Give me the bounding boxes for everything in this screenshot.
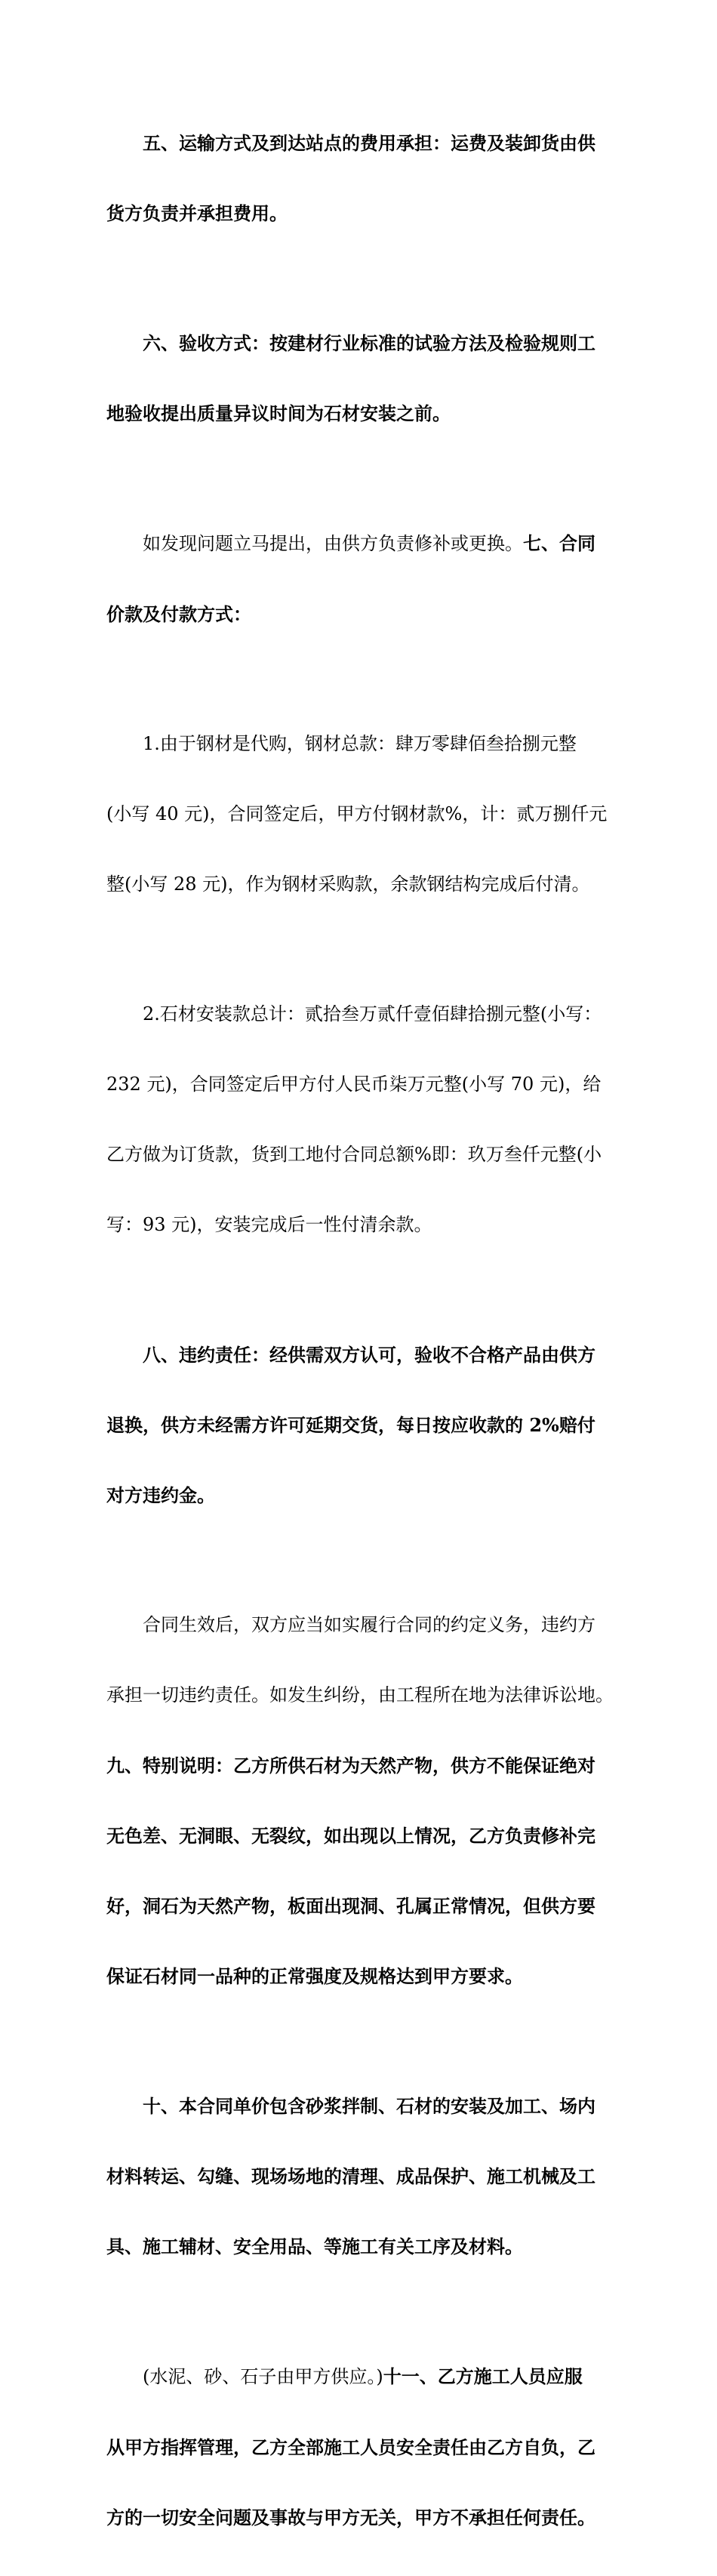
clause-7-2-line-3: 乙方做为订货款，货到工地付合同总额%即：玖万叁仟元整(小 (106, 1144, 602, 1165)
clause-11-line-2: 从甲方指挥管理，乙方全部施工人员安全责任由乙方自负，乙 (106, 2436, 595, 2458)
clause-9-line-2: 无色差、无洞眼、无裂纹，如出现以上情况，乙方负责修补完 (106, 1825, 595, 1847)
clause-5-transport (106, 85, 627, 272)
clause-8-line-3: 对方违约金。 (106, 1484, 215, 1506)
clause-6-line-1: 六、验收方式：按建材行业标准的试验方法及检验规则工 (143, 332, 595, 354)
clause-6-issues-and-7-heading (106, 485, 627, 673)
clause-8b-line-2: 承担一切违约责任。如发生纠纷，由工程所在地为法律诉讼地。 (106, 1684, 614, 1706)
clause-7-2-line-4: 写：93 元)，安装完成后一性付清余款。 (106, 1214, 432, 1235)
clause-8b-line-1: 合同生效后，双方应当如实履行合同的约定义务，违约方 (143, 1614, 595, 1635)
clause-8-breach (106, 1296, 627, 1554)
clause-9-line-3: 好，洞石为天然产物，板面出现洞、孔属正常情况，但供方要 (106, 1895, 595, 1917)
clause-8-line-1: 八、违约责任：经供需双方认可，验收不合格产品由供方 (143, 1344, 595, 1366)
clause-10-unit-price (106, 2048, 627, 2305)
clause-7-2-line-2: 232 元)，合同签定后甲方付人民币柒万元整(小写 70 元)，给 (106, 1074, 602, 1095)
clause-7-heading-part: 七、合同 (523, 532, 595, 554)
clause-6-acceptance (106, 285, 627, 472)
clause-5-line-2: 货方负责并承担费用。 (106, 202, 288, 224)
clause-7-2-line-1: 2.石材安装款总计：贰拾叁万贰仟壹佰肆拾捌元整(小写： (143, 1003, 602, 1025)
clause-6-line-2: 地验收提出质量异议时间为石材安装之前。 (106, 402, 451, 424)
clause-7-1-line-2: (小写 40 元)，合同签定后，甲方付钢材款%，计：贰万捌仟元 (106, 803, 608, 824)
clause-11-line-3: 方的一切安全问题及事故与甲方无关，甲方不承担任何责任。 (106, 2507, 595, 2528)
clause-6b-text: 如发现问题立马提出，由供方负责修补或更换。 (143, 533, 523, 554)
clause-11-note: (水泥、砂、石子由甲方供应。) (143, 2366, 383, 2387)
document-page (106, 85, 627, 2576)
clause-7-1-line-3: 整(小写 28 元)，作为钢材采购款，余款钢结构完成后付清。 (106, 874, 590, 895)
clause-10-line-2: 材料转运、勾缝、现场场地的清理、成品保护、施工机械及工 (106, 2165, 595, 2187)
clause-10-line-1: 十、本合同单价包含砂浆拌制、石材的安装及加工、场内 (143, 2095, 595, 2117)
clause-10-line-3: 具、施工辅材、安全用品、等施工有关工序及材料。 (106, 2236, 523, 2257)
clause-8b-and-9 (106, 1567, 627, 2035)
clause-5-line-1: 五、运输方式及到达站点的费用承担：运费及装卸货由供 (143, 132, 595, 154)
clause-11-heading-part: 十一、乙方施工人员应服 (383, 2365, 583, 2387)
clause-9-line-1: 九、特别说明：乙方所供石材为天然产物，供方不能保证绝对 (106, 1755, 595, 1776)
clause-11-safety (106, 2318, 627, 2576)
clause-7-1-steel (106, 686, 627, 943)
clause-8-line-2: 退换，供方未经需方许可延期交货，每日按应收款的 2%赔付 (106, 1414, 595, 1436)
clause-11-line-1 (106, 2365, 627, 2389)
clause-7-2-stone (106, 956, 627, 1283)
clause-6b-line-1 (106, 532, 627, 556)
clause-7-1-line-1: 1.由于钢材是代购，钢材总款：肆万零肆佰叁拾捌元整 (143, 733, 577, 754)
clause-9-line-4: 保证石材同一品种的正常强度及规格达到甲方要求。 (106, 1965, 523, 1987)
clause-7-heading-line-2: 价款及付款方式： (106, 603, 251, 625)
